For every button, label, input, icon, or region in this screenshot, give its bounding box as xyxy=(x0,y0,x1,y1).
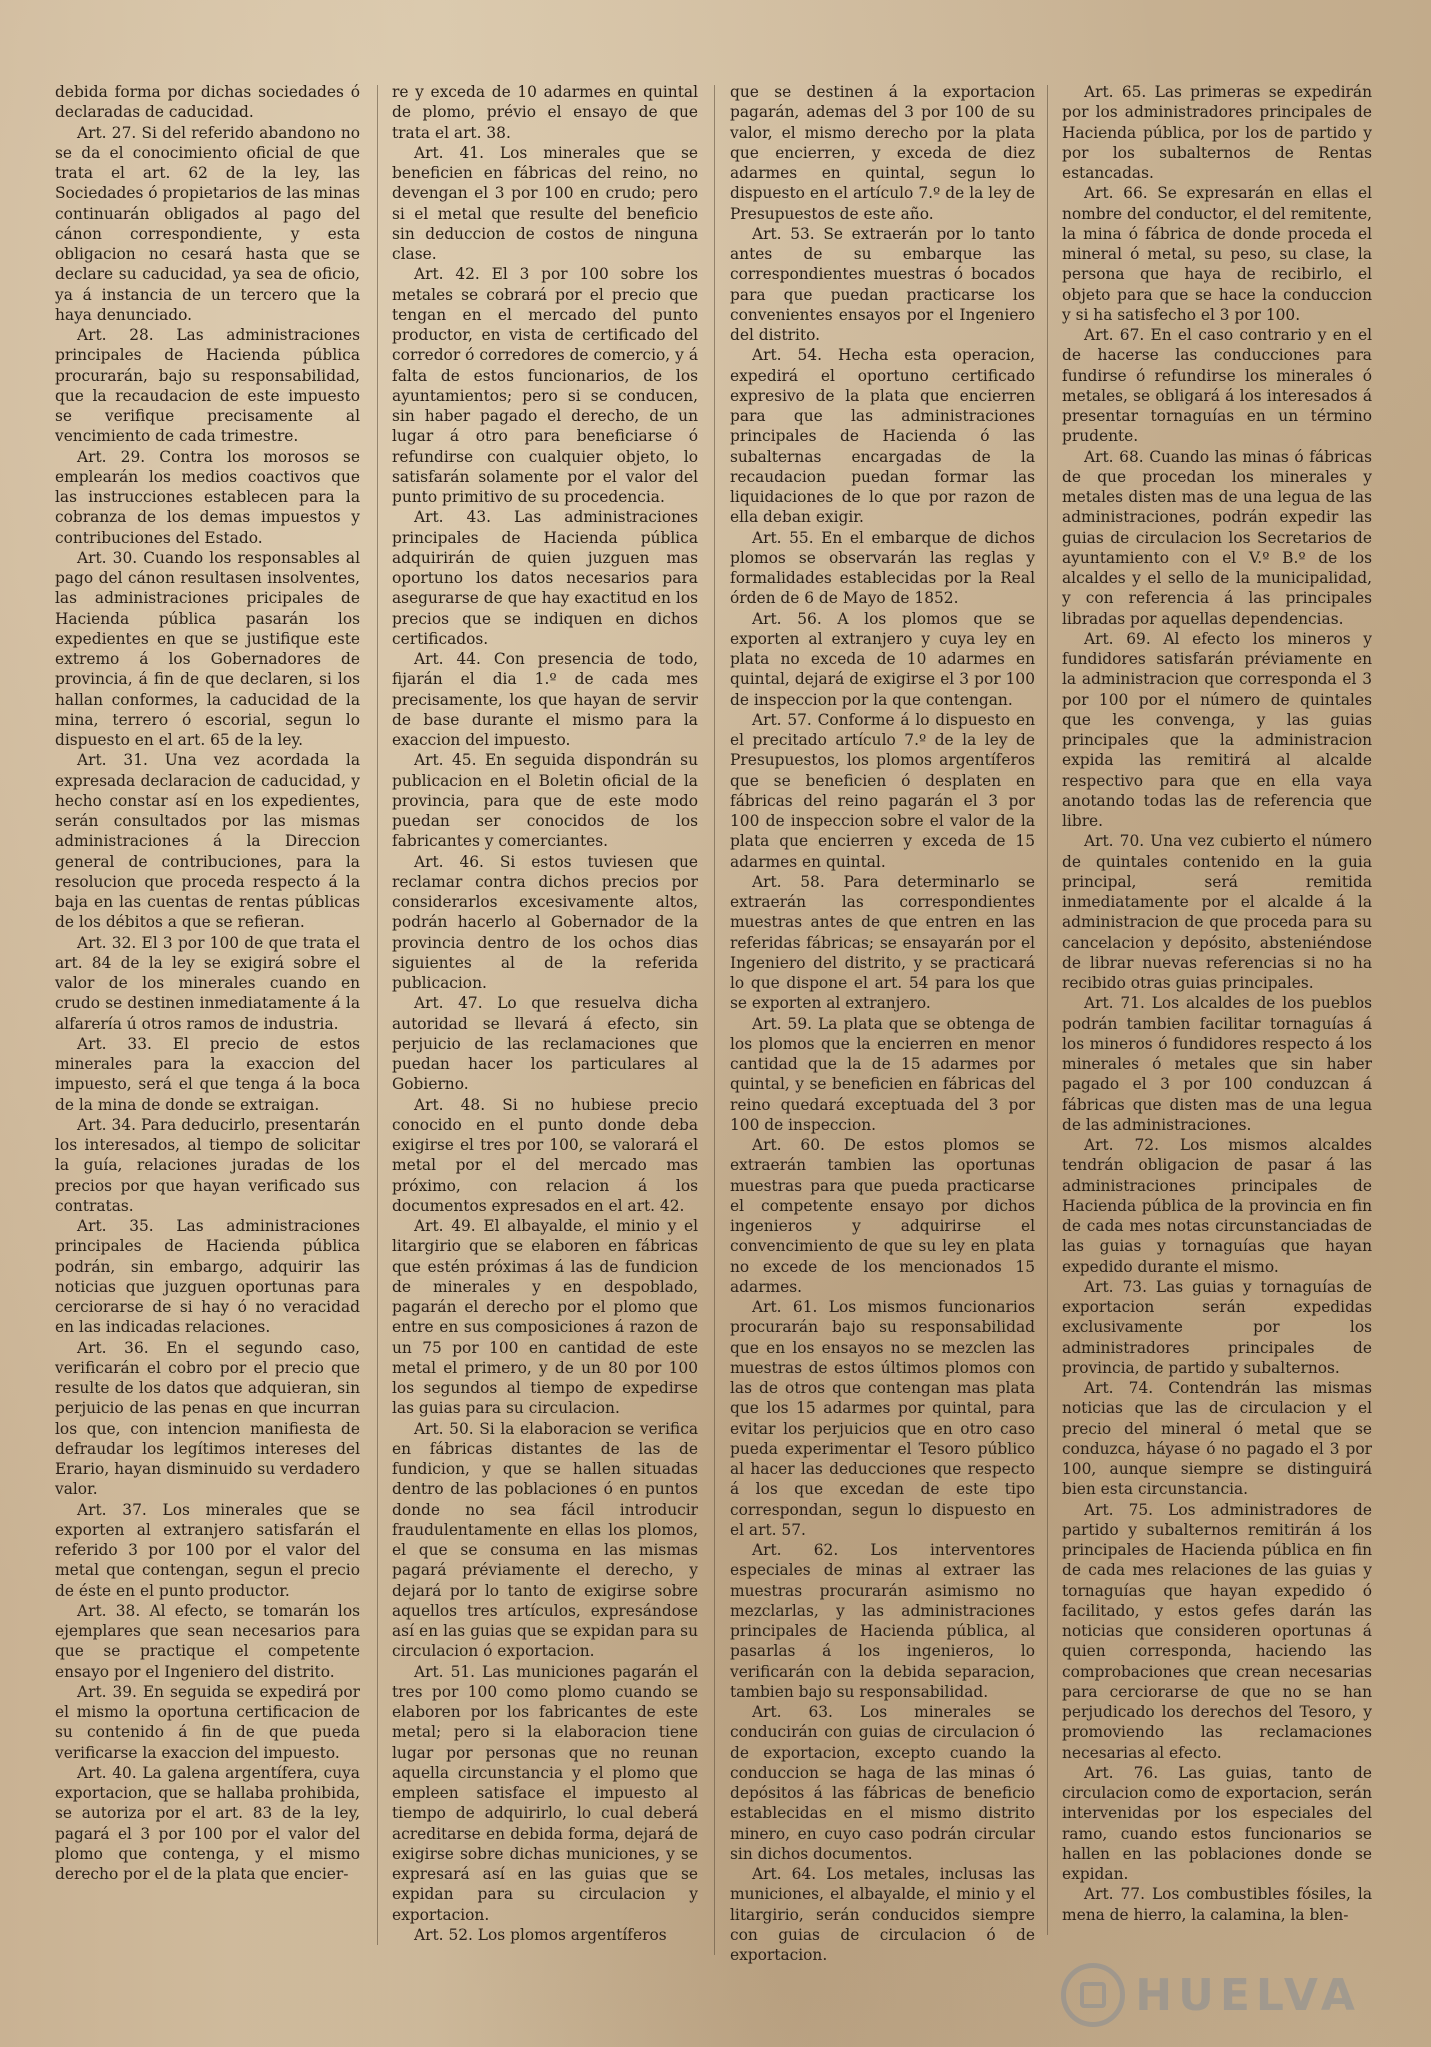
article-paragraph: Art. 42. El 3 por 100 sobre los metales se cobrará por el precio que tengan en el mercado del punto productor, en vista de certificado del corredor ó corredores de comercio, y á falta de estos funcionarios, de los ayuntamientos; pero si se conducen, sin haber pagado el derecho, de un lugar á otro para beneficiarse ó refundirse con cualquier objeto, lo satisfarán solamente por el valor del punto primitivo de su procedencia. xyxy=(392,265,698,506)
article-paragraph: Art. 46. Si estos tuviesen que reclamar contra dichos precios por considerarlos excesivamente altos, podrán hacerlo al Gobernador de la provincia dentro de los ochos dias siguientes al de la referida publicacion. xyxy=(392,852,698,992)
text-column-2 xyxy=(392,82,698,1952)
article-paragraph: Art. 53. Se extraerán por lo tanto antes de su embarque las correspondientes muestras ó bocados para que puedan practicarse los convenientes ensayos por el Ingeniero del distrito. xyxy=(730,224,1035,344)
article-paragraph: Art. 59. La plata que se obtenga de los plomos que la encierren en menor cantidad que la de 15 adarmes por quintal, y se beneficien en fábricas del reino quedará exceptuada del 3 por 100 de inspeccion. xyxy=(730,1014,1035,1134)
article-paragraph: Art. 61. Los mismos funcionarios procurarán bajo su responsabilidad que en los ensayos no se mezclen las muestras de estos últimos plomos con las de otros que contengan mas plata que los 15 adarmes por quintal, para evitar los perjuicios que en otro caso pueda experimentar el Tesoro público al hacer las deducciones que respecto á los que excedan de este tipo correspondan, segun lo dispuesto en el art. 57. xyxy=(730,1298,1035,1539)
article-paragraph: Art. 71. Los alcaldes de los pueblos podrán tambien facilitar tornaguías á los mineros ó fundidores respecto á los minerales ó metales que sin haber pagado el 3 por 100 conduzcan á fábricas que disten mas de una legua de las administraciones. xyxy=(1062,994,1372,1134)
article-paragraph: Art. 62. Los interventores especiales de minas al extraer las muestras procurarán asimismo no mezclarlas, y las administraciones principales de Hacienda pública, al pasarlas á los ingenieros, lo verificarán con la debida separacion, tambien bajo su responsabilidad. xyxy=(730,1541,1035,1701)
watermark-text: HUELVA xyxy=(1135,1969,1361,2021)
article-paragraph: re y exceda de 10 adarmes en quintal de plomo, prévio el ensayo de que trata el art. 38. xyxy=(392,83,698,142)
column-rule xyxy=(1047,85,1048,1935)
article-paragraph: Art. 30. Cuando los responsables al pago del cánon resultasen insolventes, las administraciones pricipales de Hacienda pública pasarán los expedientes en que se justifique este extremo á los Gobernadores de provincia, á fin de que declaren, si los hallan conformes, la caducidad de la mina, terrero ó escorial, segun lo dispuesto en el art. 65 de la ley. xyxy=(55,548,360,749)
article-paragraph: Art. 33. El precio de estos minerales para la exaccion del impuesto, será el que tenga á la boca de la mina de donde se extraigan. xyxy=(55,1034,360,1114)
article-paragraph: Art. 49. El albayalde, el minio y el litargirio que se elaboren en fábricas que estén próximas á las de fundicion de minerales y en despoblado, pagarán el derecho por el plomo que entre en sus composiciones á razon de un 75 por 100 en cantidad de este metal el primero, y de un 80 por 100 los segundos al tiempo de expedirse las guias para su circulacion. xyxy=(392,1217,698,1418)
article-paragraph: Art. 48. Si no hubiese precio conocido en el punto donde deba exigirse el tres por 100, se valorará el metal por el del mercado mas próximo, con relacion á los documentos expresados en el art. 42. xyxy=(392,1095,698,1215)
article-paragraph: Art. 34. Para deducirlo, presentarán los interesados, al tiempo de solicitar la guía, relaciones juradas de los precios por que hayan verificado sus contratas. xyxy=(55,1115,360,1215)
article-paragraph: Art. 52. Los plomos argentíferos xyxy=(414,1925,667,1944)
article-paragraph: Art. 37. Los minerales que se exporten al extranjero satisfarán el referido 3 por 100 por el valor del metal que contengan, segun el precio de éste en el punto productor. xyxy=(55,1500,360,1600)
article-paragraph: Art. 73. Las guias y tornaguías de exportacion serán expedidas exclusivamente por los administradores principales de provincia, de partido y subalternos. xyxy=(1062,1277,1372,1377)
article-paragraph: Art. 29. Contra los morosos se emplearán los medios coactivos que las instrucciones establecen para la cobranza de los demas impuestos y contribuciones del Estado. xyxy=(55,447,360,547)
article-paragraph: Art. 43. Las administraciones principales de Hacienda pública adquirirán de quien juzguen mas oportuno los datos necesarios para asegurarse de que hay exactitud en los precios que se indiquen en dichos certificados. xyxy=(392,508,698,648)
article-paragraph: Art. 60. De estos plomos se extraerán tambien las oportunas muestras para que pueda practicarse el competente ensayo por dichos ingenieros y adquirirse el convencimiento de que su ley en plata no excede de los mencionados 15 adarmes. xyxy=(730,1136,1035,1296)
article-paragraph: Art. 75. Los administradores de partido y subalternos remitirán á los principales de Hacienda pública en fin de cada mes relaciones de las guias y tornaguías que hayan expedido ó facilitado, y estos gefes darán las noticias que consideren oportunas á quien corresponda, haciendo las comprobaciones que crean necesarias para cerciorarse de que no se han perjudicado los derechos del Tesoro, y promoviendo las reclamaciones necesarias al efecto. xyxy=(1062,1500,1372,1762)
article-paragraph: Art. 28. Las administraciones principales de Hacienda pública procurarán, bajo su responsabilidad, que la recaudacion de este impuesto se verifique precisamente al vencimiento de cada trimestre. xyxy=(55,326,360,446)
archive-watermark xyxy=(1061,1963,1361,2027)
article-paragraph: Art. 68. Cuando las minas ó fábricas de que procedan los minerales y metales disten mas de una legua de las administraciones, podrán expedir las guias de circulacion los Secretarios de ayuntamiento con el V.º B.º de los alcaldes y el sello de la municipalidad, y con referencia á las principales libradas por aquellas dependencias. xyxy=(1062,447,1372,628)
column-rule xyxy=(714,85,715,1955)
text-column-3 xyxy=(730,82,1035,1964)
article-paragraph: Art. 54. Hecha esta operacion, expedirá el oportuno certificado expresivo de la plata que encierren para que las administraciones principales de Hacienda ó las subalternas encargadas de la recaudacion puedan formar las liquidaciones de lo que por razon de ella deban exigir. xyxy=(730,346,1035,527)
article-paragraph: Art. 69. Al efecto los mineros y fundidores satisfarán préviamente en la administracion que corresponda el 3 por 100 por el número de quintales que les convenga, y las guias principales que la administracion expida las remitirá al alcalde respectivo para que en ella vaya anotando todas las de referencia que libre. xyxy=(1062,629,1372,830)
article-paragraph: Art. 36. En el segundo caso, verificarán el cobro por el precio que resulte de los datos que adquieran, sin perjuicio de las penas en que incurran los que, con intencion manifiesta de defraudar los legítimos intereses del Erario, hayan disminuido su verdadero valor. xyxy=(55,1338,360,1499)
article-paragraph: Art. 76. Las guias, tanto de circulacion como de exportacion, serán intervenidas por los especiales del ramo, cuando estos funcionarios se hallen en las poblaciones donde se expidan. xyxy=(1062,1763,1372,1883)
seal-icon xyxy=(1061,1963,1125,2027)
article-paragraph: Art. 39. En seguida se expedirá por el mismo la oportuna certificacion de su contenido á fin de que pueda verificarse la exaccion del impuesto. xyxy=(55,1682,360,1762)
article-paragraph: Art. 64. Los metales, inclusas las municiones, el albayalde, el minio y el litargirio, serán conducidos siempre con guias de circulacion ó de exportacion. xyxy=(730,1865,1035,1964)
article-paragraph: Art. 45. En seguida dispondrán su publicacion en el Boletin oficial de la provincia, para que de este modo puedan ser conocidos de los fabricantes y comerciantes. xyxy=(392,751,698,851)
article-paragraph: Art. 55. En el embarque de dichos plomos se observarán las reglas y formalidades establecidas por la Real órden de 6 de Mayo de 1852. xyxy=(730,528,1035,608)
article-paragraph: Art. 72. Los mismos alcaldes tendrán obligacion de pasar á las administraciones principales de Hacienda pública de la provincia en fin de cada mes notas circunstanciadas de las guias y tornaguías que hayan expedido durante el mismo. xyxy=(1062,1136,1372,1276)
article-paragraph: Art. 74. Contendrán las mismas noticias que las de circulacion y el precio del mineral ó metal que se conduzca, háyase ó no pagado el 3 por 100, aunque siempre se distinguirá bien esta circunstancia. xyxy=(1062,1379,1372,1499)
article-paragraph: Art. 44. Con presencia de todo, fijarán el dia 1.º de cada mes precisamente, los que hayan de servir de base durante el mismo para la exaccion del impuesto. xyxy=(392,650,698,749)
column-rule xyxy=(377,85,378,1945)
article-paragraph: Art. 57. Conforme á lo dispuesto en el precitado artículo 7.º de la ley de Presupuestos, los plomos argentíferos que se beneficien ó desplaten en fábricas del reino pagarán el 3 por 100 de inspeccion sobre el valor de la plata que encierren y exceda de 15 adarmes en quintal. xyxy=(730,710,1035,871)
article-paragraph: Art. 38. Al efecto, se tomarán los ejemplares que sean necesarios para que se practique el competente ensayo por el Ingeniero del distrito. xyxy=(55,1601,360,1681)
article-paragraph: Art. 67. En el caso contrario y en el de hacerse las conducciones para fundirse ó refundirse los minerales ó metales, se obligará á los interesados á presentar tornaguías en un término prudente. xyxy=(1062,326,1372,446)
article-paragraph: Art. 56. A los plomos que se exporten al extranjero y cuya ley en plata no exceda de 10 adarmes en quintal, dejará de exigirse el 3 por 100 de inspeccion por la que contengan. xyxy=(730,609,1035,709)
article-paragraph: Art. 58. Para determinarlo se extraerán las correspondientes muestras antes de que entren en las referidas fábricas; se ensayarán por el Ingeniero del distrito, y se practicará lo que dispone el art. 54 para los que se exporten al extranjero. xyxy=(730,872,1035,1013)
text-column-1 xyxy=(55,82,360,1952)
article-paragraph: Art. 32. El 3 por 100 de que trata el art. 84 de la ley se exigirá sobre el valor de los minerales cuando en crudo se destinen inmediatamente á la alfarería ú otros ramos de industria. xyxy=(55,933,360,1033)
article-paragraph: Art. 47. Lo que resuelva dicha autoridad se llevará á efecto, sin perjuicio de las reclamaciones que puedan hacer los particulares al Gobierno. xyxy=(392,994,698,1094)
article-paragraph: Art. 27. Si del referido abandono no se da el conocimiento oficial de que trata el art. 62 de la ley, las Sociedades ó propietarios de las minas continuarán obligados al pago del cánon correspondiente, y esta obligacion no cesará hasta que se declare su caducidad, ya sea de oficio, ya á instancia de un tercero que la haya denunciado. xyxy=(55,123,360,324)
article-paragraph: Art. 35. Las administraciones principales de Hacienda pública podrán, sin embargo, adquirir las noticias que juzguen oportunas para cerciorarse de si hay ó no veracidad en las indicadas relaciones. xyxy=(55,1217,360,1337)
article-paragraph: Art. 77. Los combustibles fósiles, la mena de hierro, la calamina, la blen- xyxy=(1062,1885,1372,1924)
text-column-4 xyxy=(1062,82,1372,1952)
article-paragraph: Art. 70. Una vez cubierto el número de quintales contenido en la guia principal, será remitida inmediatamente por el alcalde á la administracion de que proceda para su cancelacion y depósito, absteniéndose de librar nuevas referencias si no ha recibido otras guias principales. xyxy=(1062,832,1372,992)
article-paragraph: Art. 41. Los minerales que se beneficien en fábricas del reino, no devengan el 3 por 100 en crudo; pero si el metal que resulte del beneficio sin deduccion de costos de ninguna clase. xyxy=(392,143,698,263)
article-paragraph: Art. 65. Las primeras se expedirán por los administradores principales de Hacienda pública, por los de partido y por los subalternos de Rentas estancadas. xyxy=(1062,83,1372,182)
article-paragraph: Art. 50. Si la elaboracion se verifica en fábricas distantes de las de fundicion, y que se hallen situadas dentro de las poblaciones ó en puntos donde no sea fácil introducir fraudulentamente en ellas los plomos, el que se consuma en las mismas pagará préviamente el derecho, y dejará por lo tanto de exigirse sobre aquellos tres artículos, expresándose así en las guias que se expidan para su circulacion ó exportacion. xyxy=(392,1419,698,1661)
article-paragraph: debida forma por dichas sociedades ó declaradas de caducidad. xyxy=(55,83,360,122)
article-paragraph: Art. 66. Se expresarán en ellas el nombre del conductor, el del remitente, la mina ó fábrica de donde proceda el mineral ó metal, su peso, su clase, la persona que haya de recibirlo, el objeto para que se hace la conduccion y si ha satisfecho el 3 por 100. xyxy=(1062,184,1372,324)
article-paragraph: Art. 40. La galena argentífera, cuya exportacion, que se hallaba prohibida, se autoriza por el art. 83 de la ley, pagará el 3 por 100 por el valor del plomo que contenga, y el mismo derecho por el de la plata que encier- xyxy=(55,1763,360,1883)
article-paragraph: que se destinen á la exportacion pagarán, ademas del 3 por 100 de su valor, el mismo derecho por la plata que encierren, y exceda de diez adarmes en quintal, segun lo dispuesto en el artículo 7.º de la ley de Presupuestos de este año. xyxy=(730,83,1035,223)
article-paragraph: Art. 51. Las municiones pagarán el tres por 100 como plomo cuando se elaboren por los fabricantes de este metal; pero si la elaboracion tiene lugar por personas que no reunan aquella circunstancia y el plomo que empleen satisface el impuesto al tiempo de adquirirlo, lo cual deberá acreditarse en debida forma, dejará de exigirse sobre dichas municiones, y se expresará así en las guias que se expidan para su circulacion y exportacion. xyxy=(392,1662,698,1924)
article-paragraph: Art. 31. Una vez acordada la expresada declaracion de caducidad, y hecho constar así en los expedientes, serán consultados por las mismas administraciones á la Direccion general de contribuciones, para la resolucion que proceda respecto á la baja en las cuentas de rentas públicas de los débitos a que se refieran. xyxy=(55,751,360,932)
article-paragraph: Art. 63. Los minerales se conducirán con guias de circulacion ó de exportacion, excepto cuando la conduccion se haga de las minas ó depósitos á las fábricas de beneficio establecidas en el mismo distrito minero, en cuyo caso podrán circular sin dichos documentos. xyxy=(730,1703,1035,1863)
